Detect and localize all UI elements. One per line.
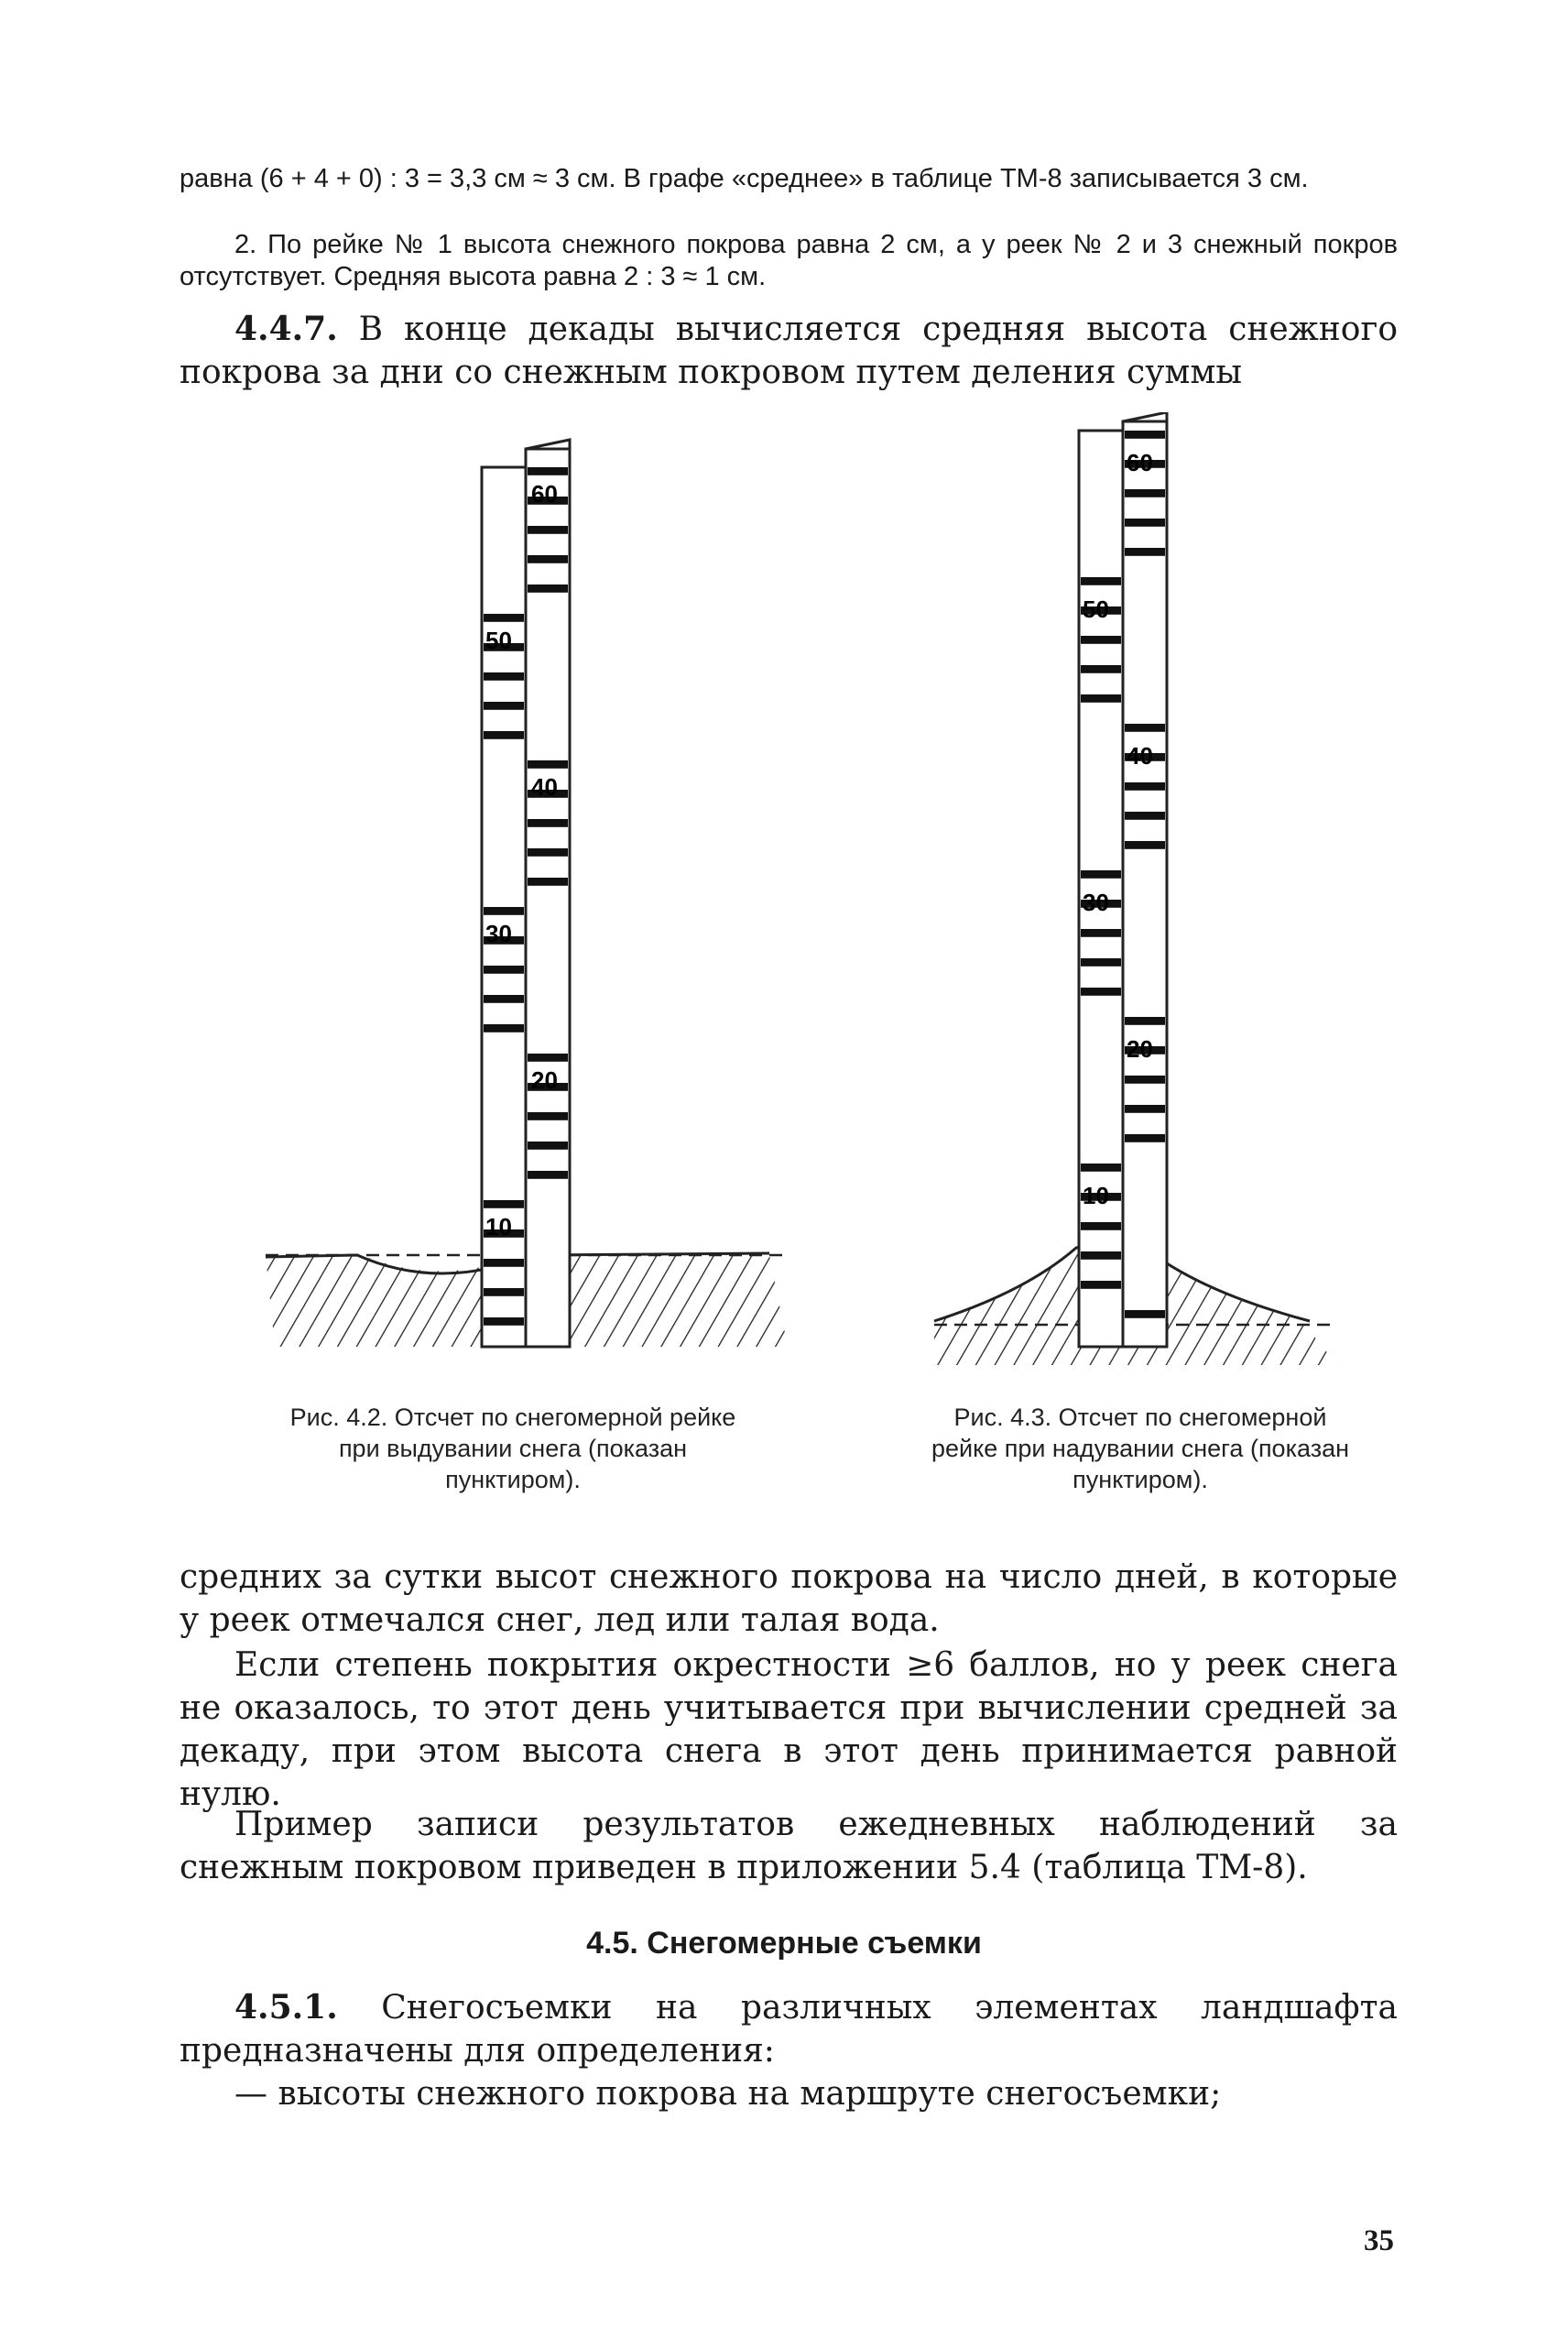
paragraph-coverage-degree: Если степень покрытия окрестности ≥6 баллов, но у реек снега не оказалось, то этот день учитывается при вычислении средней за декаду, при этом высота снега в этот день принимается равной нулю. <box>180 1646 1398 1813</box>
graduation-mark <box>1125 431 1165 439</box>
graduation-mark <box>484 672 524 681</box>
paragraph-example-2: 2. По рейке № 1 высота снежного покрова равна 2 см, а у реек № 2 и 3 снежный покров отсутствует. Средняя высота равна 2 : 3 ≈ 1 см. <box>180 230 1398 291</box>
graduation-mark <box>528 1112 568 1120</box>
page-number: 35 <box>1364 2224 1394 2257</box>
tick-label-20: 20 <box>531 1066 558 1094</box>
graduation-mark <box>1125 841 1165 849</box>
graduation-mark <box>1125 1310 1165 1318</box>
graduation-mark <box>528 1054 568 1062</box>
section-heading-4-5: 4.5. Снегомерные съемки <box>586 1926 982 1961</box>
tick-label-20: 20 <box>1127 1035 1153 1063</box>
graduation-mark <box>1081 577 1121 585</box>
graduation-mark <box>528 760 568 769</box>
paragraph-text: Снегосъемки на различных элементах ландшафта предназначены для определения: <box>180 1989 1398 2070</box>
graduation-mark <box>1125 1076 1165 1084</box>
paragraph-number: 4.5.1. <box>234 1988 338 2027</box>
tick-label-10: 10 <box>1083 1182 1109 1209</box>
tick-label-40: 40 <box>1127 742 1153 770</box>
figure-4-2 <box>256 431 797 1383</box>
graduation-mark <box>528 1171 568 1179</box>
graduation-mark <box>1081 929 1121 937</box>
graduation-mark <box>484 1024 524 1032</box>
graduation-mark <box>1125 548 1165 556</box>
tick-label-10: 10 <box>485 1213 512 1240</box>
graduation-mark <box>1081 1164 1121 1172</box>
figure-4-3-drawing <box>916 412 1356 1383</box>
graduation-mark <box>528 526 568 534</box>
figure-4-2-caption: Рис. 4.2. Отсчет по снегомерной рейке при выдувании снега (показан пунктиром). <box>289 1404 736 1493</box>
graduation-mark <box>484 1317 524 1326</box>
tick-label-60: 60 <box>531 480 558 508</box>
graduation-mark <box>1081 870 1121 879</box>
graduation-mark <box>1125 1017 1165 1025</box>
figure-4-3-caption: Рис. 4.3. Отсчет по снегомерной рейке при надувании снега (показан пунктиром). <box>931 1404 1350 1493</box>
rod-right <box>1123 421 1167 1347</box>
paragraph-number: 4.4.7. <box>234 310 338 348</box>
graduation-mark <box>484 907 524 915</box>
paragraph-continued-example: равна (6 + 4 + 0) : 3 = 3,3 см ≈ 3 см. В графе «среднее» в таблице ТМ-8 записывается 3 см. <box>180 164 1309 193</box>
graduation-mark <box>1125 1134 1165 1142</box>
graduation-mark <box>1081 636 1121 644</box>
paragraph-4-5-1 <box>180 1986 1398 2072</box>
graduation-mark <box>528 848 568 857</box>
graduation-mark <box>528 584 568 593</box>
graduation-mark <box>1081 1281 1121 1289</box>
graduation-mark <box>1125 812 1165 820</box>
graduation-mark <box>484 731 524 739</box>
paragraph-continued-4-4-7: средних за сутки высот снежного покрова на число дней, в которые у реек отмечался снег, лед или талая вода. <box>180 1558 1398 1639</box>
tick-label-30: 30 <box>485 920 512 947</box>
graduation-mark <box>528 1142 568 1150</box>
graduation-mark <box>1125 519 1165 527</box>
graduation-mark <box>1081 694 1121 703</box>
graduation-mark <box>484 966 524 974</box>
tick-label-30: 30 <box>1083 889 1109 916</box>
graduation-mark <box>484 614 524 622</box>
graduation-mark <box>1125 782 1165 791</box>
figure-4-3 <box>916 412 1356 1383</box>
graduation-mark <box>1081 665 1121 673</box>
graduation-mark <box>1081 988 1121 996</box>
graduation-mark <box>484 1259 524 1267</box>
graduation-mark <box>484 995 524 1003</box>
graduation-mark <box>1081 1222 1121 1230</box>
paragraph-list-item: — высоты снежного покрова на маршруте снегосъемки; <box>234 2075 1222 2113</box>
graduation-mark <box>1081 1251 1121 1260</box>
graduation-mark <box>484 1200 524 1208</box>
graduation-mark <box>1125 489 1165 497</box>
figure-4-2-drawing <box>256 431 797 1383</box>
tick-label-50: 50 <box>1083 595 1109 623</box>
rod-right <box>526 449 570 1347</box>
paragraph-text: В конце декады вычисляется средняя высота снежного покрова за дни со снежным покровом путем деления суммы <box>180 311 1398 391</box>
graduation-mark <box>528 467 568 475</box>
graduation-mark <box>528 878 568 886</box>
tick-label-60: 60 <box>1127 449 1153 476</box>
graduation-mark <box>484 1288 524 1296</box>
graduation-mark <box>528 555 568 563</box>
graduation-mark <box>1125 724 1165 732</box>
graduation-mark <box>484 702 524 710</box>
paragraph-example-record: Пример записи результатов ежедневных наблюдений за снежным покровом приведен в приложении 5.4 (таблица ТМ-8). <box>180 1806 1398 1886</box>
graduation-mark <box>528 819 568 827</box>
graduation-mark <box>1125 1105 1165 1113</box>
tick-label-40: 40 <box>531 773 558 801</box>
tick-label-50: 50 <box>485 627 512 654</box>
graduation-mark <box>1081 958 1121 967</box>
paragraph-4-4-7 <box>180 308 1398 394</box>
